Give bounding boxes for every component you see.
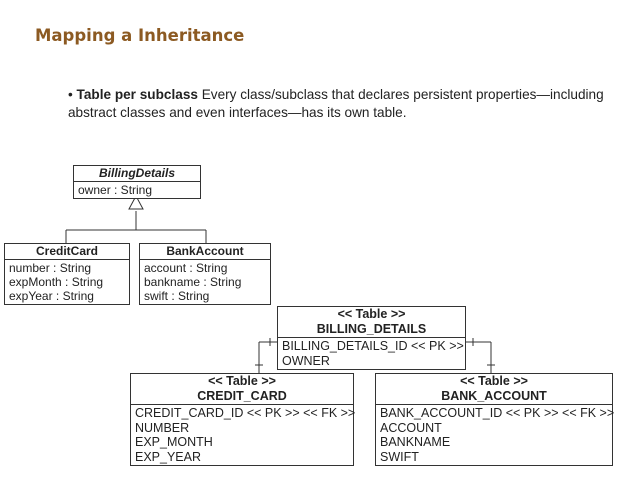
- table-bank-account-col: BANK_ACCOUNT_ID << PK >> << FK >>: [380, 406, 615, 420]
- table-credit-card-col: NUMBER: [135, 420, 190, 435]
- table-credit-card-stereotype: << Table >>: [208, 374, 276, 388]
- class-bank-account-attr: account : String: [144, 261, 228, 275]
- table-bank-account-stereotype: << Table >>: [460, 374, 528, 388]
- table-billing-details: [277, 306, 466, 370]
- class-credit-card: [4, 243, 130, 305]
- class-credit-card-name: CreditCard: [5, 244, 129, 260]
- table-credit-card-col: CREDIT_CARD_ID << PK >> << FK >>: [135, 406, 356, 420]
- table-bank-account-col: BANKNAME: [380, 435, 451, 449]
- class-billing-details-attr: owner : String: [78, 183, 153, 197]
- class-credit-card-attr: expMonth : String: [9, 275, 104, 289]
- class-credit-card-attr: number : String: [9, 261, 92, 275]
- table-bank-account-name: BANK_ACCOUNT: [441, 389, 547, 403]
- table-credit-card: [130, 373, 354, 466]
- slide-title: Mapping a Inheritance: [35, 26, 245, 45]
- table-billing-details-col: OWNER: [282, 353, 330, 368]
- bullet-lead: Table per subclass: [76, 87, 198, 102]
- table-billing-details-name: BILLING_DETAILS: [316, 322, 427, 336]
- table-bank-account: [375, 373, 613, 466]
- table-credit-card-name: CREDIT_CARD: [197, 389, 287, 403]
- table-credit-card-col: EXP_MONTH: [135, 435, 213, 449]
- bullet-body: Every class/subclass that declares persistent properties—including abstract classes and even interfaces—has its own table.: [68, 87, 604, 120]
- class-billing-details: [73, 165, 201, 199]
- class-bank-account-attr: bankname : String: [144, 275, 242, 289]
- table-bank-account-col: ACCOUNT: [380, 420, 442, 435]
- class-credit-card-attr: expYear : String: [9, 289, 94, 303]
- class-bank-account-attr: swift : String: [144, 289, 210, 303]
- table-billing-details-stereotype: << Table >>: [337, 307, 406, 321]
- table-bank-account-col: SWIFT: [380, 449, 419, 464]
- bullet-text: • Table per subclass Every class/subclass that declares persistent properties—including abstract classes and even interfaces—has its own table.: [68, 87, 604, 120]
- class-billing-details-name: BillingDetails: [74, 166, 200, 182]
- table-credit-card-col: EXP_YEAR: [135, 449, 202, 464]
- table-billing-details-col: BILLING_DETAILS_ID << PK >>: [282, 339, 464, 353]
- class-bank-account-name: BankAccount: [140, 244, 270, 260]
- class-bank-account: [139, 243, 271, 305]
